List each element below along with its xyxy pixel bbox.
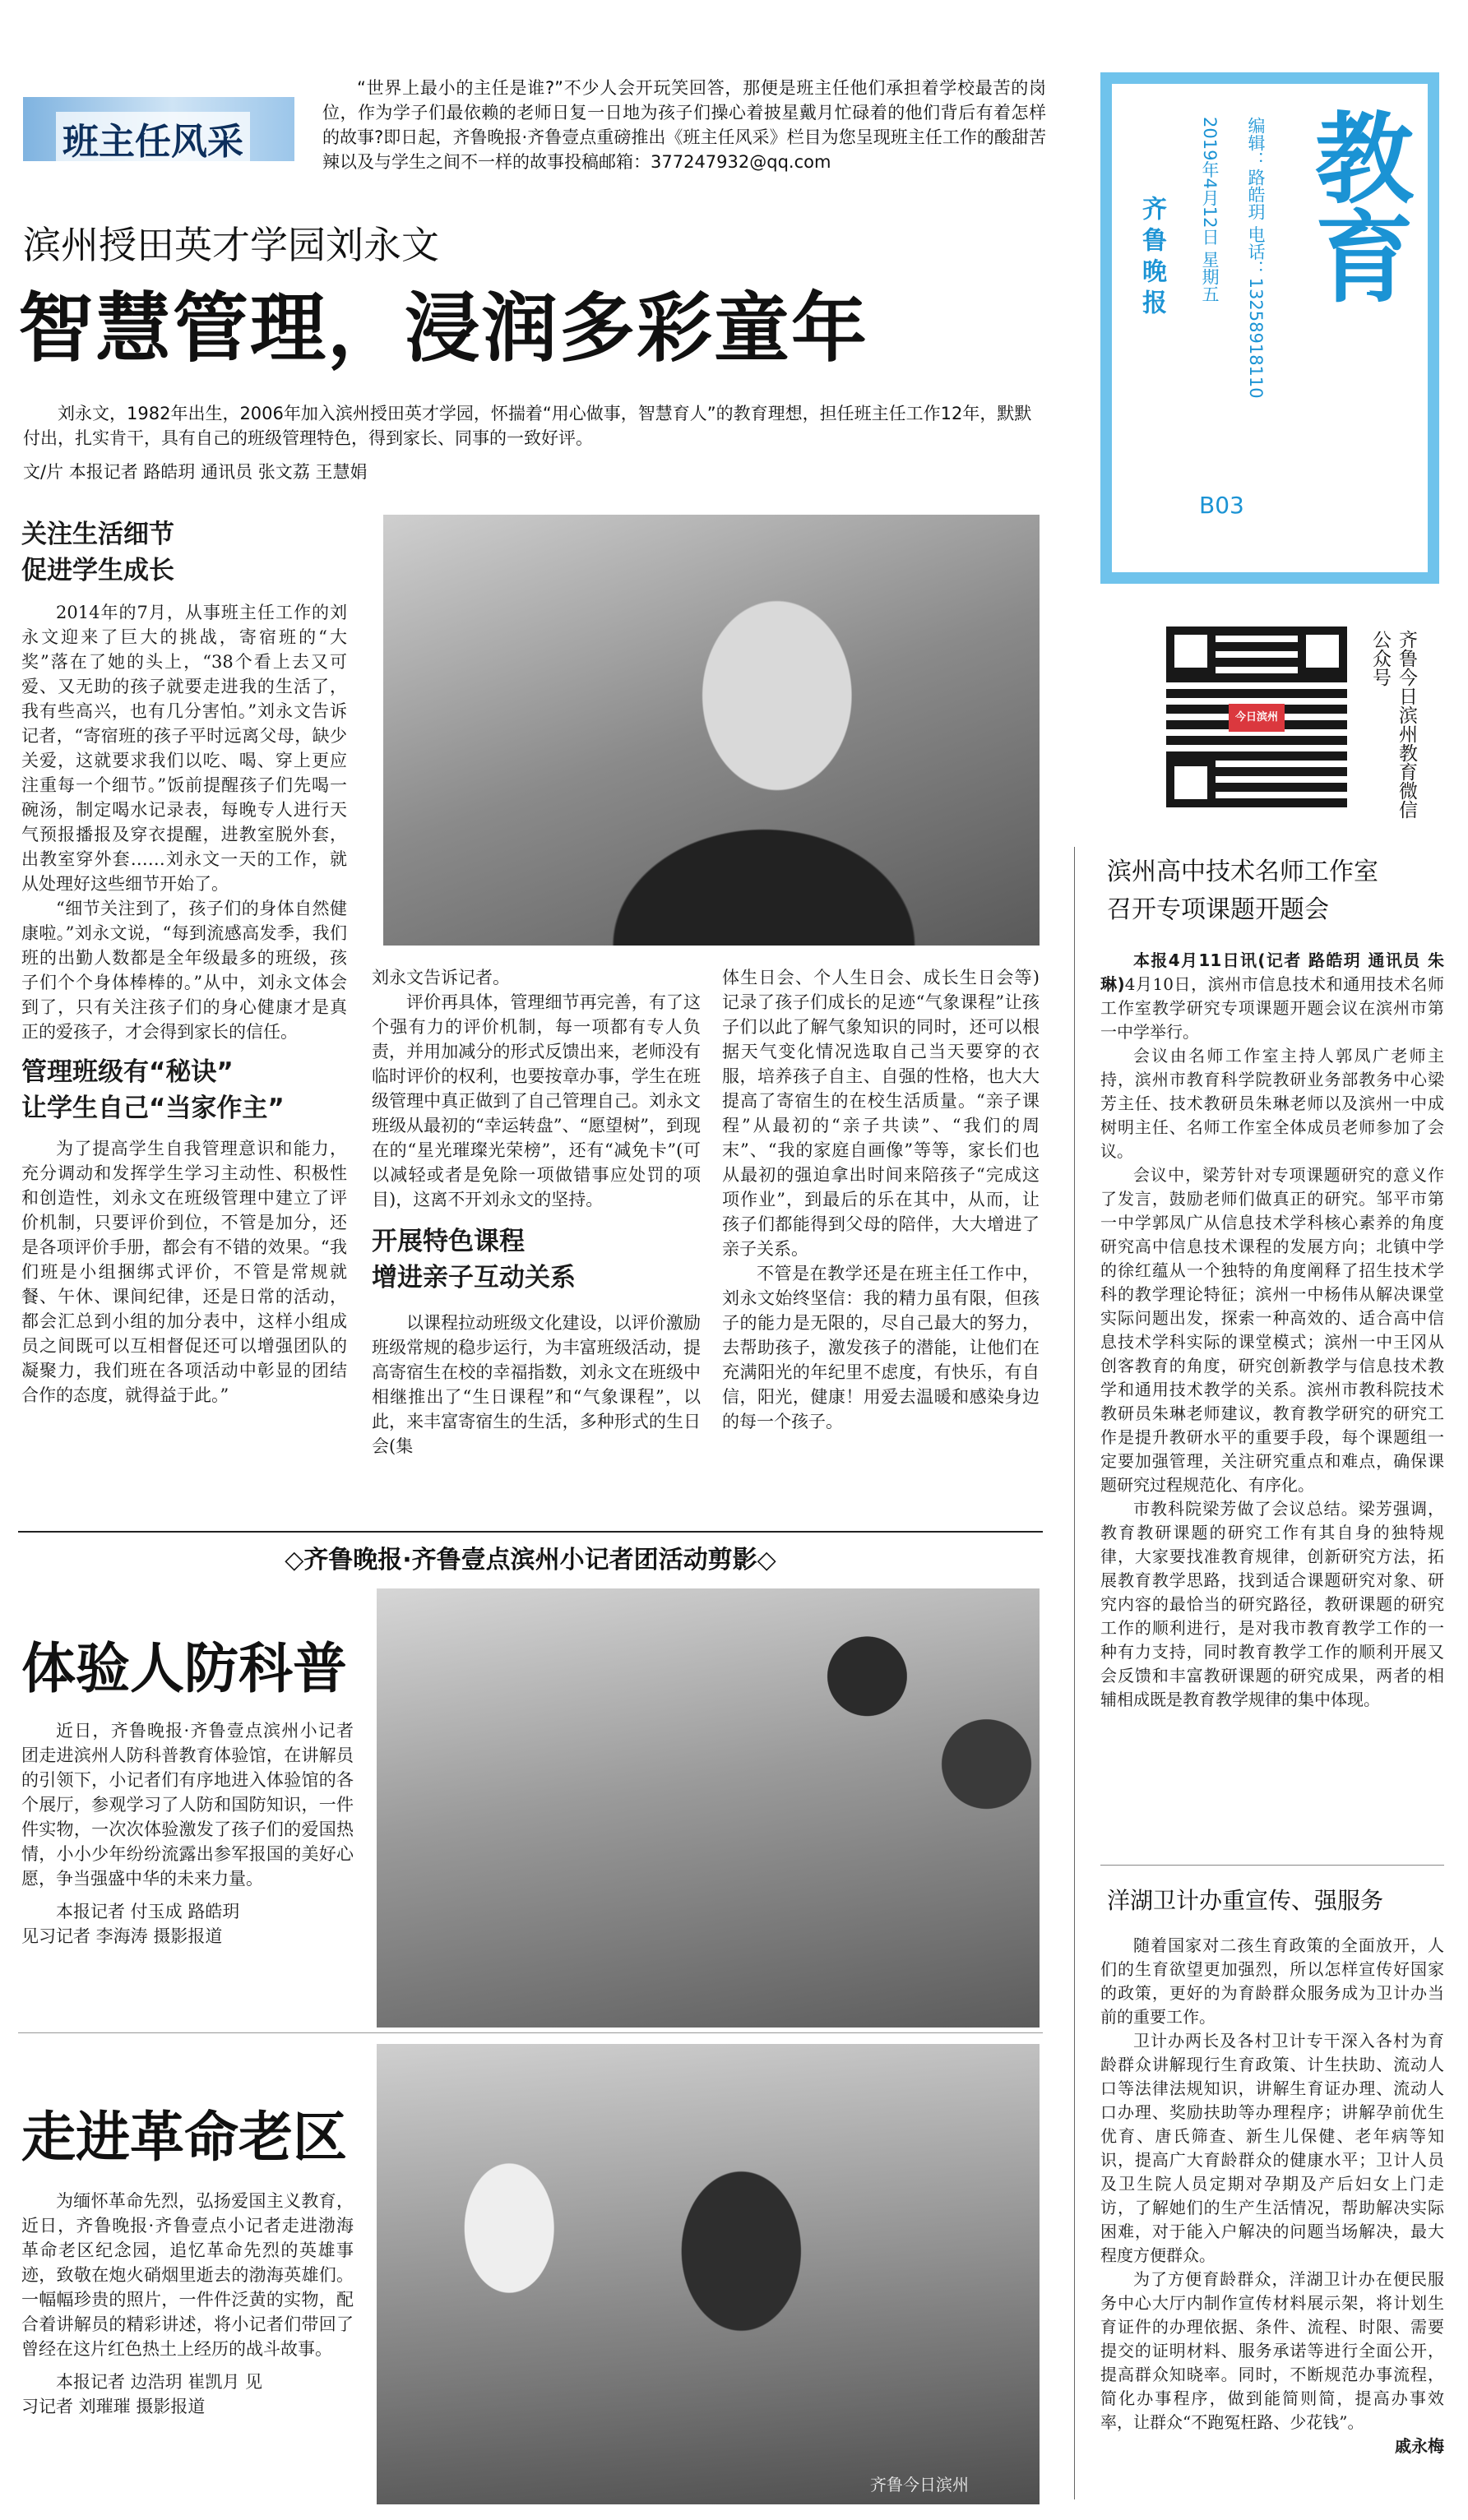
paragraph: 随着国家对二孩生育政策的全面放开，人们的生育欲望更加强烈，所以怎样宣传好国家的政策，更好的为育龄群众服务成为卫计办当前的重要工作。 <box>1100 1935 1444 2027</box>
subhead-3-line1: 开展特色课程 <box>372 1227 525 1256</box>
story1-credit: 本报记者 付玉成 路皓玥 <box>56 1902 240 1921</box>
paragraph: 近日，齐鲁晚报·齐鲁壹点滨州小记者团走进滨州人防科普教育体验馆，在讲解员的引领下，小记者们有序地进入体验馆的各个展厅，参观学习了人防和国防知识，一件件实物，一次次体验激发了孩子们的爱国热情，小小少年纷纷流露出参军报国的美好心愿，争当强盛中华的未来力量。 <box>21 1721 354 1889</box>
story2-title: 走进革命老区 <box>21 2106 347 2169</box>
story1-title: 体验人防科普 <box>21 1637 347 1700</box>
paragraph: 会议由名师工作室主持人郭凤广老师主持，滨州市教育科学院教研业务部教务中心梁芳主任、技术教研员朱琳老师以及滨州一中成树明主任、名师工作室全体成员老师参加了会议。 <box>1100 1046 1444 1161</box>
main-byline: 文/片 本报记者 路皓玥 通讯员 张文荔 王慧娟 <box>23 462 368 482</box>
right1-title-line1: 滨州高中技术名师工作室 <box>1107 858 1378 886</box>
story1-body <box>21 1718 354 1949</box>
right1-title <box>1107 853 1378 929</box>
photo-watermark: 齐鲁今日滨州 <box>870 2475 969 2495</box>
story2-body <box>21 2189 354 2419</box>
main-headline: 智慧管理，浸润多彩童年 <box>18 284 869 372</box>
paragraph: 会议中，梁芳针对专项课题研究的意义作了发言，鼓励老师们做真正的研究。邹平市第一中学郭凤广从信息技术学科核心素养的角度研究高中信息技术课程的发展方向；北镇中学的徐红蕴从一个独特的角度阐释了招生技术学科的教学理论特征；滨州一中杨伟从解决课堂实际问题出发，探索一种高效的、适合高中信息技术学科实际的课堂模式；滨州一中王冈从创客教育的角度，研究创新教学与信息技术教学和通用技术教学的关系。滨州市教科院技术教研员朱琳老师建议，教育教学研究的研究工作是提升教研水平的重要手段，每个课题组一定要加强管理，关注研究重点和难点，确保课题研究过程规范化、有序化。 <box>1100 1165 1444 1495</box>
masthead-page: B03 <box>1199 492 1244 519</box>
masthead <box>1100 72 1439 584</box>
paragraph: “细节关注到了，孩子们的身体自然健康啦。”刘永文说，“每到流感高发季，我们班的出勤人数都是全年级最多的班级，孩子们个个身体棒棒的。”从中，刘永文体会到了，只有关注孩子们的身心健康才是真正的爱孩子，才会得到家长的信任。 <box>21 899 347 1042</box>
story1-credit: 见习记者 李海涛 摄影报道 <box>21 1926 223 1946</box>
paragraph: 以课程拉动班级文化建设，以评价激励班级常规的稳步运行，为丰富班级活动，提高寄宿生在校的幸福指数，刘永文在班级中相继推出了“生日课程”和“气象课程”，以此，来丰富寄宿生的生活，多种形式的生日会(集 <box>372 1313 701 1456</box>
column-badge <box>23 97 294 161</box>
column-badge-text: 班主任风采 <box>56 112 250 164</box>
paragraph: 体生日会、个人生日会、成长生日会等)记录了孩子们成长的足迹“气象课程”让孩子们以此了解气象知识的同时，还可以根据天气变化情况选取自己当天要穿的衣服，培养孩子自主、自强的性格，也大大提高了寄宿生的在校生活质量。“亲子课程”从最初的“亲子共读”、“我们的周末”、“我的家庭自画像”等等，家长们也从最初的强迫拿出时间来陪孩子“完成这项作业”，到最后的乐在其中，从而，让孩子们都能得到父母的陪伴，大大增进了亲子关系。 <box>722 968 1040 1259</box>
right2-body <box>1100 1934 1444 2458</box>
story1-photo <box>377 1588 1040 2028</box>
right2-author: 戚永梅 <box>1395 2436 1444 2456</box>
qr-caption: 齐鲁今日滨州教育微信公众号 <box>1369 630 1417 819</box>
subhead-3 <box>372 1223 701 1296</box>
subhead-1 <box>21 516 347 589</box>
story2-credit: 习记者 刘璀璀 摄影报道 <box>21 2397 206 2416</box>
masthead-editor: 编辑：路皓玥 电话：13258918110 <box>1246 117 1266 399</box>
paragraph: 为了方便育龄群众，洋湖卫计办在便民服务中心大厅内制作宣传材料展示架，将计划生育证件的办理依据、条件、流程、时限、需要提交的证明材料、服务承诺等进行全面公开，提高群众知晓率。同时，不断规范办事流程，简化办事程序，做到能简则简，提高办事效率，让群众“不跑冤枉路、少花钱”。 <box>1100 2269 1444 2432</box>
paragraph: 卫计办两长及各村卫计专干深入各村为育龄群众讲解现行生育政策、计生扶助、流动人口等法律法规知识，讲解生育证办理、流动人口办理、奖励扶助等办理程序；讲解孕前优生优育、唐氏筛查、新生儿保健、老年病等知识，提高广大育龄群众的健康水平；卫计人员及卫生院人员定期对孕期及产后妇女上门走访，了解她们的生产生活情况，帮助解决实际困难，对于能入户解决的问题当场解决，最大程度方便群众。 <box>1100 2031 1444 2265</box>
subhead-2 <box>21 1054 347 1126</box>
story2-credit: 本报记者 边浩玥 崔凯月 见 <box>56 2372 263 2392</box>
paragraph: 2014年的7月，从事班主任工作的刘永文迎来了巨大的挑战，寄宿班的“大奖”落在了她的头上，“38个看上去又可爱、又无助的孩子就要走进我的生活了，我有些高兴，也有几分害怕。”刘永文告诉记者，“寄宿班的孩子平时远离父母，缺少关爱，这就要求我们以吃、喝、穿上更应注重每一个细节。”饭前提醒孩子们先喝一碗汤，制定喝水记录表，每晚专人进行天气预报播报及穿衣提醒，进教室脱外套，出教室穿外套……刘永文一天的工作，就从处理好这些细节开始了。 <box>21 603 347 894</box>
qr-code <box>1166 627 1347 807</box>
paragraph: 市教科院梁芳做了会议总结。梁芳强调，教育教研课题的研究工作有其自身的独特规律，大家要找准教育规律，创新研究方法，拓展教育教学思路，找到适合课题研究对象、研究内容的最恰当的研究路径，教研课题的研究工作的顺利进行，是对我市教育教学工作的一种有力支持，同时教育教学工作的顺利开展又会反馈和丰富教研课题的研究成果，两者的相辅相成既是教育教学规律的集中体现。 <box>1100 1499 1444 1709</box>
paragraph: 为缅怀革命先烈，弘扬爱国主义教育，近日，齐鲁晚报·齐鲁壹点小记者走进渤海革命老区纪念园，追忆革命先烈的英雄事迹，致敬在炮火硝烟里逝去的渤海英雄们。一幅幅珍贵的照片，一件件泛黄的实物，配合着讲解员的精彩讲述，将小记者们带回了曾经在这片红色热土上经历的战斗故事。 <box>21 2191 354 2359</box>
masthead-date: 2019年4月12日 星期五 <box>1200 117 1220 303</box>
portrait-photo <box>383 515 1040 946</box>
right1-title-line2: 召开专项课题开题会 <box>1107 895 1329 924</box>
main-column-1 <box>21 516 347 1408</box>
main-kicker: 滨州授田英才学园刘永文 <box>23 223 439 267</box>
right1-lead-rest: 4月10日，滨州市信息技术和通用技术名师工作室教学研究专项课题开题会议在滨州市第一中学举行。 <box>1100 974 1444 1042</box>
main-column-3 <box>722 965 1040 1434</box>
masthead-paper: 齐鲁晚报 <box>1137 196 1166 321</box>
activity-banner: ◇齐鲁晚报·齐鲁壹点滨州小记者团活动剪影◇ <box>285 1546 776 1574</box>
main-column-2 <box>372 965 701 1459</box>
subhead-2-line2: 让学生自己“当家作主” <box>21 1094 285 1123</box>
right2-title: 洋湖卫计办重宣传、强服务 <box>1107 1887 1384 1914</box>
story2-photo <box>377 2044 1040 2504</box>
intro-text: “世界上最小的主任是谁?”不少人会开玩笑回答，那便是班主任他们承担着学校最苦的岗位，作为学子们最依赖的老师日复一日地为孩子们操心着披星戴月忙碌着的他们背后有着怎样的故事?即日起，齐鲁晚报·齐鲁壹点重磅推出《班主任风采》栏目为您呈现班主任工作的酸甜苦辣以及与学生之间不一样的故事投稿邮箱：377247932@qq.com <box>322 78 1046 172</box>
masthead-section: 教育 <box>1299 107 1413 304</box>
subhead-2-line1: 管理班级有“秘诀” <box>21 1057 234 1087</box>
main-lead: 刘永文，1982年出生，2006年加入滨州授田英才学园，怀揣着“用心做事，智慧育人”的教育理想，担任班主任工作12年，默默付出，扎实肯干，具有自己的班级管理特色，得到家长、同事的一致好评。 <box>23 404 1032 448</box>
subhead-3-line2: 增进亲子互动关系 <box>372 1263 576 1292</box>
right1-body <box>1100 949 1444 1712</box>
qr-center-logo: 今日滨州 <box>1229 704 1285 732</box>
subhead-1-line1: 关注生活细节 <box>21 520 174 549</box>
paragraph: 评价再具体，管理细节再完善，有了这个强有力的评价机制，每一项都有专人负责，并用加减分的形式反馈出来，老师没有临时评价的权利，也要按章办事，学生在班级管理中真正做到了自己管理自己。刘永文班级从最初的“幸运转盘”、“愿望树”，到现在的“星光璀璨光荣榜”，还有“减免卡”(可以减轻或者是免除一项做错事应处罚的项目)，这离不开刘永文的坚持。 <box>372 992 701 1209</box>
paragraph: 不管是在教学还是在班主任工作中，刘永文始终坚信：我的精力虽有限，但孩子的能力是无限的，尽自己最大的努力，去帮助孩子，激发孩子的潜能，让他们在充满阳光的年纪里不虑度，有快乐，有自信，阳光，健康！用爱去温暖和感染身边的每一个孩子。 <box>722 1264 1040 1431</box>
right1-lead-bold: 本报4月11日讯(记者 路皓玥 通讯员 朱琳) <box>1100 950 1444 994</box>
subhead-1-line2: 促进学生成长 <box>21 556 174 585</box>
paragraph: 为了提高学生自我管理意识和能力，充分调动和发挥学生学习主动性、积极性和创造性，刘永文在班级管理中建立了评价机制，只要评价到位，不管是加分，还是各项评价手册，都会有不错的效果。“我们班是小组捆绑式评价，不管是常规就餐、午休、课间纪律，还是日常的活动，都会汇总到小组的加分表中，这样小组成员之间既可以互相督促还可以增强团队的凝聚力，我们班在各项活动中彰显的团结合作的态度，就得益于此。” <box>21 1139 347 1405</box>
paragraph: 刘永文告诉记者。 <box>372 968 510 987</box>
